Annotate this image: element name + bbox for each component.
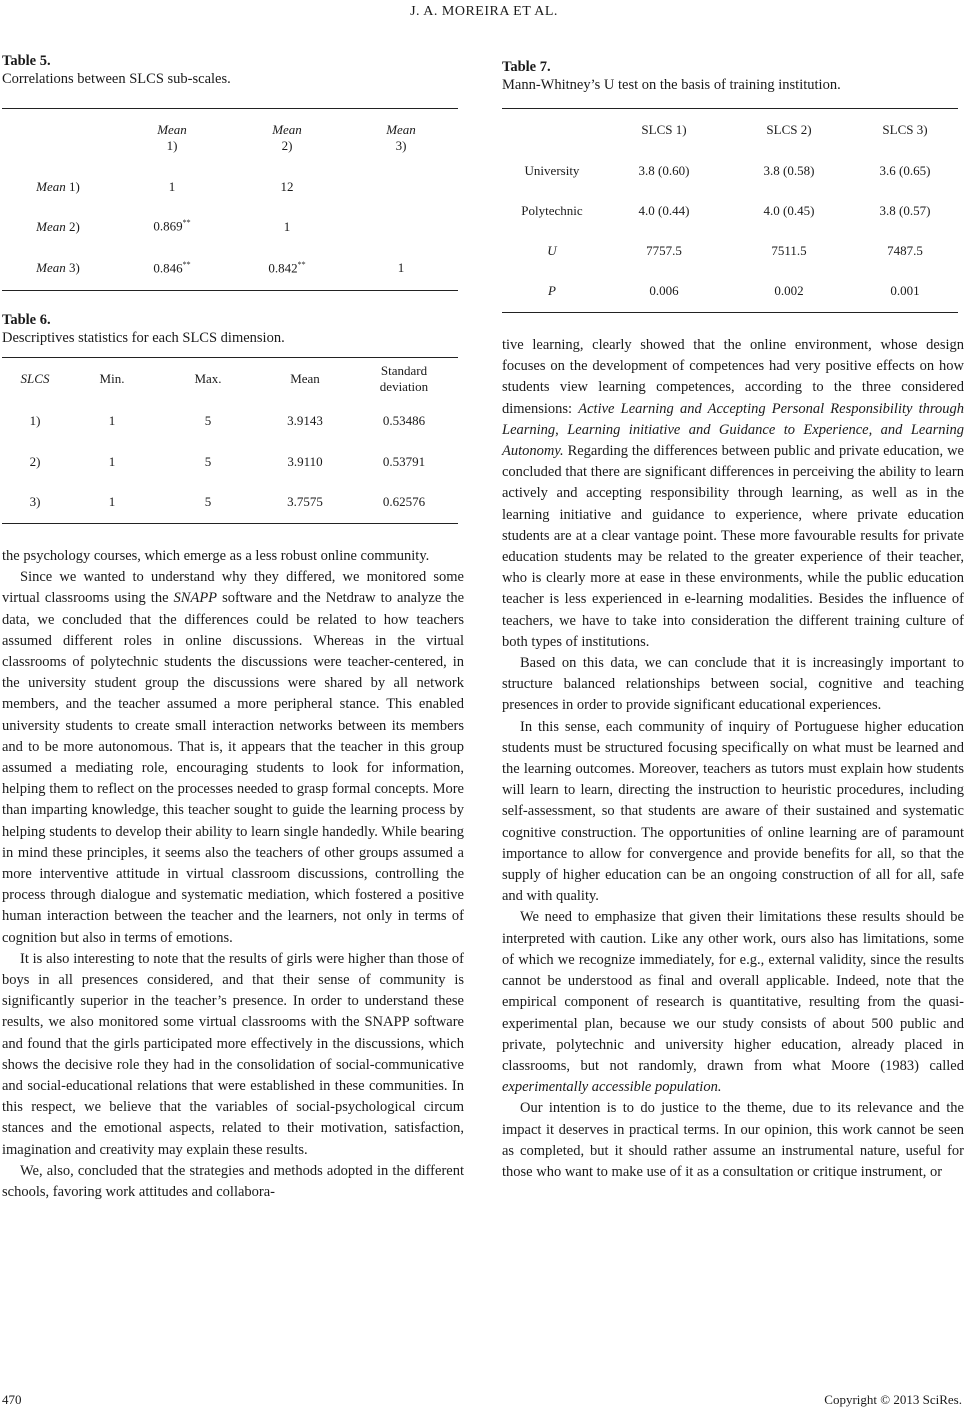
table7-caption bbox=[502, 58, 964, 94]
table-row: Polytechnic 4.0 (0.44) 4.0 (0.45) 3.8 (0.57) bbox=[521, 202, 931, 218]
table7-col-header: SLCS 3) bbox=[882, 121, 928, 137]
paragraph: tive learning, clearly showed that the online environment, whose design focuses on the development of competences had very positive effects on how students view learning competences, according to the three considered dimensions: Active Learning and Accepting Personal Responsibility through Learning, Learning initiative and Guidance to Experience, and Learning Autonomy. Regarding the differences between public and private education, we concluded that there are significant differences in perceiving the ability to learn actively and accepting responsibility through learning, as well as in the learning initiative and guidance to experience, where private education students are at a clear vantage point. These more favourable results for private education students may be related to the greater experience of their teacher, who is clearly more at ease in these environments, while the public education teacher is less experienced in e-learning modalities. Besides the influence of teachers, we have to take into consideration the different training culture of both types of institutions. bbox=[502, 337, 964, 650]
table6-label: Table 6. bbox=[2, 312, 51, 328]
table6-col-header: SLCS bbox=[20, 370, 50, 386]
paragraph: We, also, concluded that the strategies and methods adopted in the different schools, favoring work attitudes and collabora- bbox=[2, 1162, 464, 1201]
table7-label: Table 7. bbox=[502, 59, 551, 75]
paragraph: In this sense, each community of inquiry of Portuguese higher education students must be structured focusing specifically on what must be learned and the learning outcomes. Moreover, teachers as tutors must explain how students will learn to learn, directing the instruction to heuristic procedures, including self-assessment, so that students are aware of their sustained and systematic cognitive construction. The opportunities of online learning are of paramount importance to allow for convergence and provide benefits for all, so that the supply of higher education can be an ongoing construction of all for all, safe and with quality. bbox=[502, 718, 964, 905]
paragraph: We need to emphasize that given their limitations these results should be interpreted with caution. Like any other work, ours also has limitations, some of which we recognize immediately, for e.g., external validity, since the results cannot be understood as final and overall applicable. Indeed, note that the empirical component of research is quantitative, resulting from the quasi-experimental plan, because we our study consists of about 500 public and private, polytechnic and university higher education, already placed in classrooms, but not randomly, drawn from what Moore (1983) called experimentally accessible population. bbox=[502, 909, 964, 1096]
table7-title: Mann-Whitney’s U test on the basis of training institution. bbox=[502, 77, 841, 93]
table7-col-header: SLCS 2) bbox=[766, 121, 812, 137]
table-row: 2) 1 5 3.9110 0.53791 bbox=[29, 453, 426, 469]
table-row: U 7757.5 7511.5 7487.5 bbox=[547, 242, 923, 258]
paragraph: It is also interesting to note that the results of girls were higher than those of boys in all presences considered, and that their sense of community is significantly superior in the teacher’s presence. In order to understand these results, we also monitored some virtual classrooms with the SNAPP software and found that the girls participated more effectively in the discussions, which shows the decisive role they had in the consolidation of social-communicative and social-educational relations that were established in these communities. In this respect, we believe that the variables of social-psychological circum stances and the emotional aspects, related to their motivation, satisfaction, imagination and creativity may explain these results. bbox=[2, 950, 464, 1158]
table5-label: Table 5. bbox=[2, 53, 51, 69]
running-head: J. A. MOREIRA ET AL. bbox=[410, 4, 558, 19]
table6-col-header: Standard deviation bbox=[379, 362, 429, 394]
table-row: Mean 3) 0.846** 0.842** 1 bbox=[2, 247, 458, 291]
table-row: Mean 1) 1 12 bbox=[36, 178, 294, 194]
table6-title: Descriptives statistics for each SLCS dimension. bbox=[2, 330, 285, 346]
table-row: 1) 1 5 3.9143 0.53486 bbox=[29, 412, 426, 428]
table6-caption bbox=[2, 311, 464, 347]
table5-col-header: Mean 3) bbox=[386, 121, 416, 153]
table5-caption bbox=[2, 52, 464, 88]
left-column bbox=[2, 52, 464, 1203]
table6-col-header: Min. bbox=[99, 370, 125, 386]
table5-title: Correlations between SLCS sub-scales. bbox=[2, 71, 231, 87]
page-number: 470 bbox=[2, 1392, 22, 1407]
table5 bbox=[2, 108, 458, 291]
table-row: University 3.8 (0.60) 3.8 (0.58) 3.6 (0.65) bbox=[524, 162, 931, 178]
left-body-text bbox=[2, 546, 464, 1203]
table-row: P 0.006 0.002 0.001 bbox=[502, 271, 958, 313]
table7 bbox=[502, 108, 958, 313]
paragraph: Based on this data, we can conclude that it is increasingly important to structure balanced relationships between social, cognitive and teaching presences in order to provide significant educational experiences. bbox=[502, 655, 964, 714]
table5-col-header: Mean 1) bbox=[157, 121, 187, 153]
right-body-text bbox=[502, 335, 964, 1183]
table-row: Mean 2) 0.869** 1 bbox=[36, 218, 291, 234]
right-column bbox=[502, 58, 964, 1183]
table7-col-header: SLCS 1) bbox=[641, 121, 687, 137]
copyright-notice: Copyright © 2013 SciRes. bbox=[824, 1392, 962, 1407]
paragraph: the psychology courses, which emerge as a less robust online community. bbox=[2, 548, 430, 564]
table6-col-header: Mean bbox=[290, 370, 320, 386]
paragraph: Our intention is to do justice to the theme, due to its relevance and the impact it deserves in practical terms. In our opinion, this work cannot be seen as completed, but it should rather assume an instrumental nature, useful for those who want to make use of it as a consultation or critique instrument, or bbox=[502, 1100, 964, 1180]
table5-col-header: Mean 2) bbox=[272, 121, 302, 153]
table6-col-header: Max. bbox=[194, 370, 222, 386]
table6 bbox=[2, 357, 458, 524]
table-row: 3) 1 5 3.7575 0.62576 bbox=[2, 482, 458, 524]
paragraph: Since we wanted to understand why they differed, we monitored some virtual classrooms using the SNAPP software and the Netdraw to analyze the data, we concluded that the differences could be related to how teachers assumed different roles in online discussions. Whereas in the virtual classrooms of polytechnic students the discussions were teacher-centered, in the university student group the discussions were shared by all network members, and the teacher assumed a more peripheral stance. This enabled university students to create small interaction networks between its members and to be more autonomous. That is, it appears that the teacher in this group assumed a mediating role, encouraging students to look for information, helping them to reflect on the processes needed to grasp formal concepts. More than imparting knowledge, this teacher sought to guide the learning process by helping students to develop their ability to learn single handedly. While bearing in mind these principles, it seems also the teachers of other groups assumed a more interventive attitude in virtual classroom discussions, controlling the process through dialogue and systematic mediation, which fostered a positive human interaction between the teacher and the learners, not only in terms of cognition but also in terms of emotions. bbox=[2, 569, 465, 946]
